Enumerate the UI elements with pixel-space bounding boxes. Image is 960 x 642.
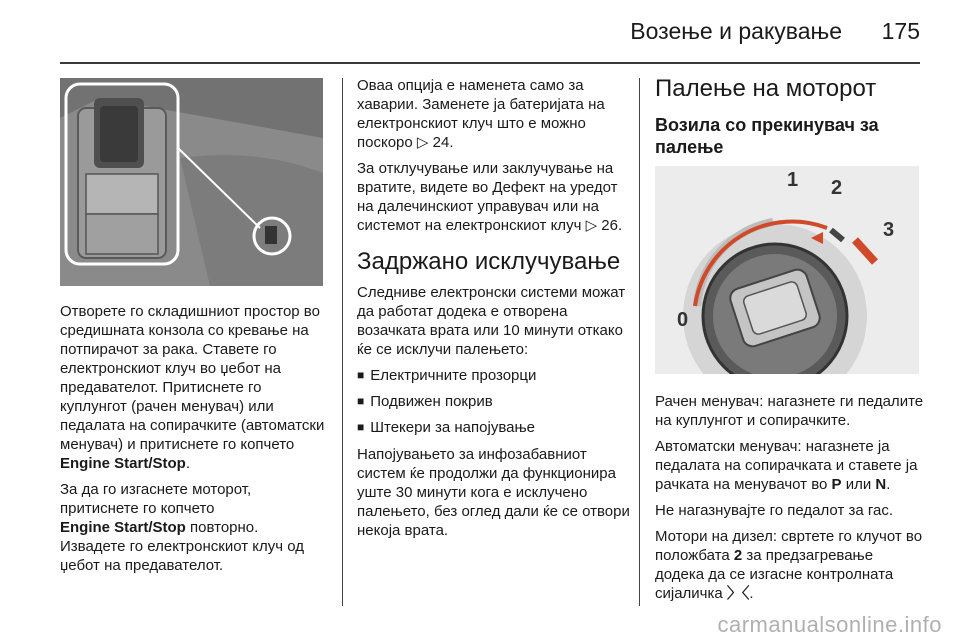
section-heading: Задржано исклучување [357,248,621,275]
position-label: 1 [787,169,799,191]
paragraph: Рачен менувач: нагазнете ги педалите на куплунгот и сопирачките. [655,393,924,429]
page-number: 175 [881,18,920,44]
column-divider [342,78,343,606]
list-item: ■ Подвижен покрив [357,392,632,412]
paragraph: Напојувањето за инфозабавниот систем ќе продолжи да функционира уште 30 минути кога е исклучено палењето, без оглед дали ќе се отвори некоја врата. [357,446,630,539]
paragraph: Мотори на дизел: свртете го клучот во положбата 2 за предзагревање додека да се изгасне контролната сијаличка 〉〈. [655,528,923,602]
section-heading: Палење на моторот [655,75,877,102]
ignition-switch-illustration [655,166,919,374]
page-ref-arrow-icon: ▷ [416,134,429,151]
button-name: Engine Start/Stop [60,455,186,472]
paragraph: За да го изгаснете моторот, притиснете го копчето Engine Start/Stop повторно. Извадете го електронскиот клуч од џебот на предавателот. [60,481,304,574]
paragraph: Не нагазнувајте го педалот за гас. [655,502,894,519]
position-label: 0 [677,309,689,331]
paragraph: За отклучување или заклучување на вратите, видете во Дефект на уредот на далечинскиот управувач или на системот на електронскиот клуч ▷ 26. [357,160,623,234]
column-1 [60,302,332,582]
console-storage-illustration [60,78,323,286]
column-3 [655,392,925,610]
column-divider [639,78,640,606]
position-label: 3 [883,219,895,241]
position-label: 2 [831,177,843,199]
subsection-heading: Возила со прекинувач за палење [655,115,879,157]
paragraph: Отворете го складишниот простор во средишната конзола со кревање на потпирачот за рака. Ставете го електронскиот клуч во џебот на предавателот. Притиснете го куплунгот (рачен менувач) или педалата на сопирачките (автоматски менувач) и притиснете го копчето Engine Start/Stop. [60,303,325,472]
button-name: Engine Start/Stop [60,519,186,536]
bullet-list [357,366,632,438]
list-item: ■ Електричните прозорци [357,366,632,386]
section-title: Возење и ракување [630,18,842,44]
list-item: ■ Штекери за напојување [357,418,632,438]
paragraph: Следниве електронски системи можат да работат додека е отворена возачката врата или 10 минути откако ќе се исклучи палењето: [357,284,626,358]
watermark: carmanualsonline.info [717,612,942,637]
paragraph: Оваа опција е наменета само за хаварии. Заменете ја батеријата на електронскиот клуч што е можно поскоро ▷ 24. [357,77,605,151]
page-ref-arrow-icon: ▷ [585,217,598,234]
page-header [0,0,960,62]
column-2 [357,76,632,547]
glow-plug-icon: 〉〈 [726,585,750,602]
header-divider [60,62,920,64]
paragraph: Автоматски менувач: нагазнете ја педалата на сопирачката и ставете ја рачката на менувачот во P или N. [655,438,918,493]
